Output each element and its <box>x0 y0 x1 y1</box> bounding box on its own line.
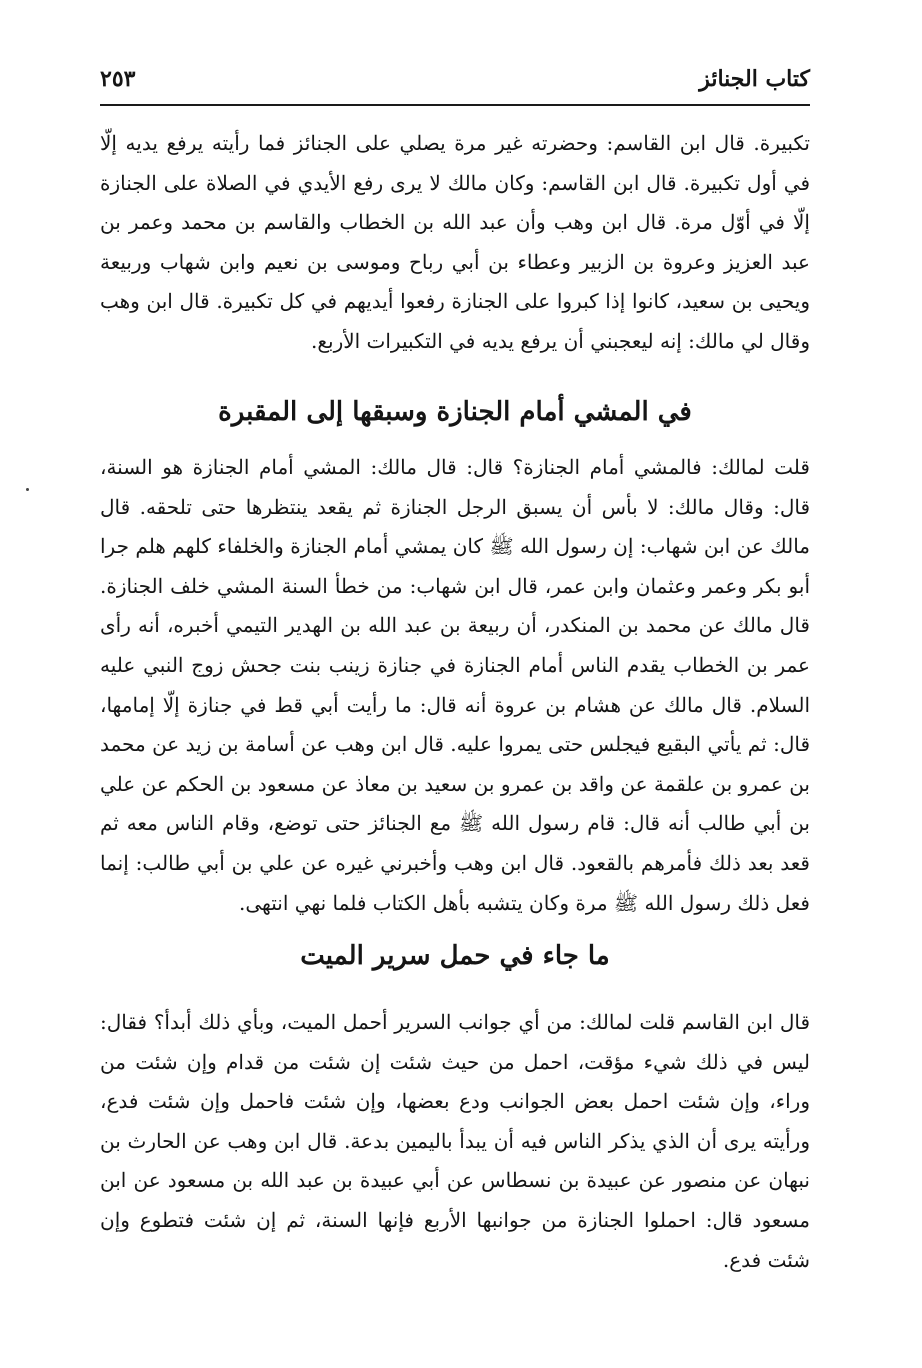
section-heading-walking-before-funeral: في المشي أمام الجنازة وسبقها إلى المقبرة <box>218 397 692 427</box>
page-number: ٢٥٣ <box>100 66 136 92</box>
running-header <box>100 62 810 106</box>
paragraph-raising-hands: تكبيرة. قال ابن القاسم: وحضرته غير مرة يصلي على الجنائز فما رأيته يرفع يديه إلّا في أول تكبيرة. قال ابن القاسم: وكان مالك لا يرى رفع الأيدي في الصلاة على الجنازة إلّا في أوّل مرة. قال ابن وهب وأن عبد الله بن الخطاب والقاسم بن محمد وعمر بن عبد العزيز وعروة بن الزبير وعطاء بن أبي رباح وموسى بن نعيم وابن شهاب وربيعة ويحيى بن سعيد، كانوا إذا كبروا على الجنازة رفعوا أيديهم في كل تكبيرة. قال ابن وهب وقال لي مالك: إنه ليعجبني أن يرفع يديه في التكبيرات الأربع. <box>100 131 810 353</box>
paragraph-walking-before-funeral: قلت لمالك: فالمشي أمام الجنازة؟ قال: قال مالك: المشي أمام الجنازة هو السنة، قال: وقال مالك: لا بأس أن يسبق الرجل الجنازة ثم يقعد ينتظرها حتى تلحقه. قال مالك عن ابن شهاب: إن رسول الله ﷺ كان يمشي أمام الجنازة والخلفاء كلهم هلم جرا أبو بكر وعمر وعثمان وابن عمر، قال ابن شهاب: من خطأ السنة المشي خلف الجنازة. قال مالك عن محمد بن المنكدر، أن ربيعة بن عبد الله بن الهدير التيمي أخبره، أنه رأى عمر بن الخطاب يقدم الناس أمام الجنازة في جنازة زينب بنت جحش زوج النبي عليه السلام. قال مالك عن هشام بن عروة أنه قال: ما رأيت أبي قط في جنازة إلّا إمامها، قال: ثم يأتي البقيع فيجلس حتى يمروا عليه. قال ابن وهب عن أسامة بن زيد عن محمد بن عمرو بن علقمة عن واقد بن عمرو بن سعيد بن معاذ عن مسعود بن الحكم عن علي بن أبي طالب أنه قال: قام رسول الله ﷺ مع الجنائز حتى توضع، وقام الناس معه ثم قعد بعد ذلك فأمرهم بالقعود. قال ابن وهب وأخبرني غيره عن علي بن أبي طالب: إنما فعل ذلك رسول الله ﷺ مرة وكان يتشبه بأهل الكتاب فلما نهي انتهى. <box>100 455 810 915</box>
book-title: كتاب الجنائز <box>699 66 810 92</box>
scan-speck <box>26 488 29 491</box>
section-heading-carrying-bier: ما جاء في حمل سرير الميت <box>300 941 610 971</box>
paragraph-carrying-bier: قال ابن القاسم قلت لمالك: من أي جوانب السرير أحمل الميت، وبأي ذلك أبدأ؟ فقال: ليس في ذلك شيء مؤقت، احمل من حيث شئت إن شئت من قدام وإن شئت من وراء، وإن شئت احمل بعض الجوانب ودع بعضها، وإن شئت فاحمل وإن شئت فدع، ورأيته يرى أن الذي يذكر الناس فيه أن يبدأ باليمين بدعة. قال ابن وهب عن الحارث بن نبهان عن منصور عن عبيدة بن نسطاس عن أبي عبيدة بن عبد الله بن مسعود عن ابن مسعود قال: احملوا الجنازة من جوانبها الأربع فإنها السنة، ثم إن شئت فتطوع وإن شئت فدع. <box>100 1010 810 1272</box>
